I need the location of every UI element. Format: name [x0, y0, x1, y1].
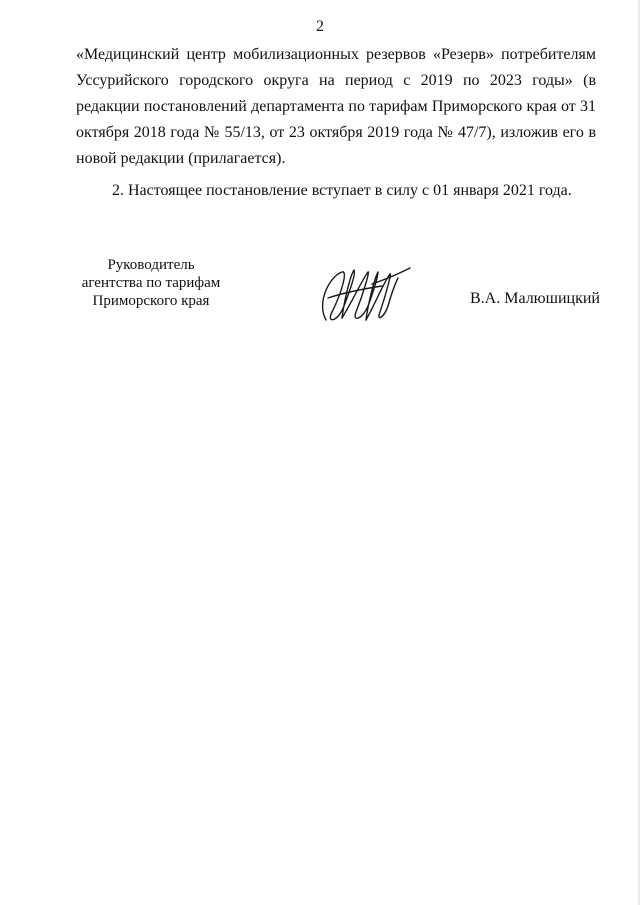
page-number: 2 [316, 18, 324, 35]
signatory-title-line-2: агентства по тарифам [81, 275, 221, 291]
signatory-title-line-3: Приморского края [92, 293, 210, 309]
paragraph-2: 2. Настоящее постановление вступает в силу с 01 января 2021 года. [112, 182, 572, 199]
paragraph-1-line-2: Уссурийского городского округа на период с 2019 по 2023 годы» (в редакции [76, 72, 596, 115]
document-body [76, 42, 596, 204]
paragraph-1-line-3: постановлений департамента по тарифам Приморского края от [143, 98, 576, 115]
paragraph-1-line-1: «Медицинский центр мобилизационных резервов «Резерв» потребителям [76, 46, 596, 63]
paragraph-1 [76, 42, 596, 172]
signatory-title-line-1: Руководитель [107, 257, 195, 273]
paragraph-1-line-5: новой редакции (прилагается). [76, 150, 286, 167]
signatory-name: В.А. Малюшицкий [470, 290, 600, 307]
paragraph-1-line-4: 31 октября 2018 года № 55/13, от 23 октября 2019 года № 47/7), изложив его в [76, 98, 597, 141]
handwritten-signature [312, 262, 412, 328]
signatory-title [66, 256, 236, 310]
